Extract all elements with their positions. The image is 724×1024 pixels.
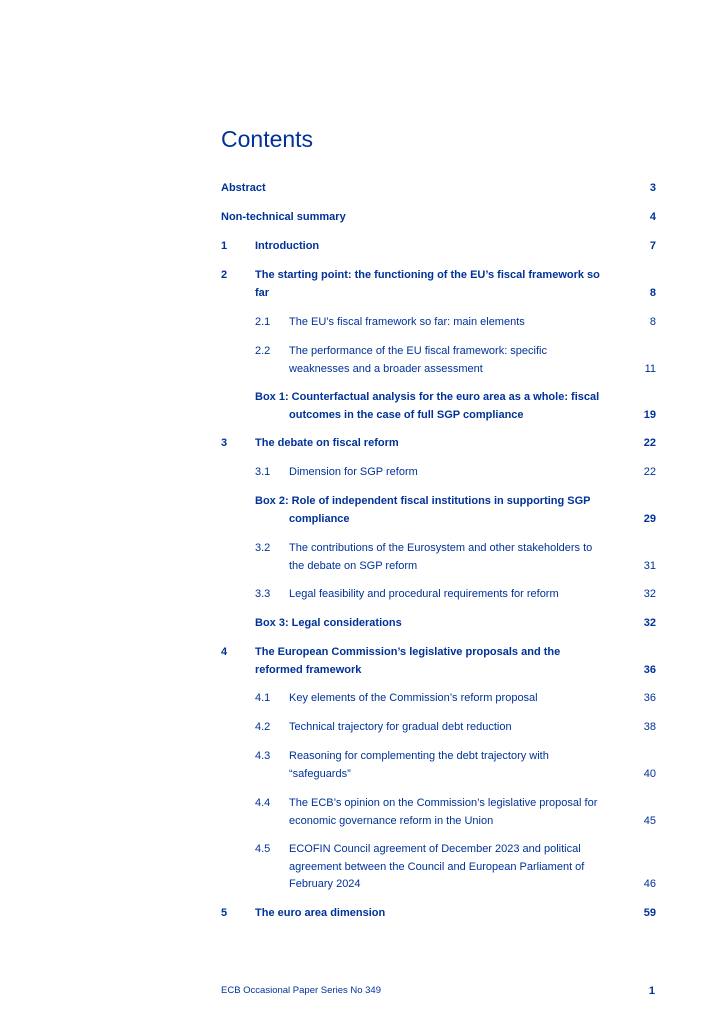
- toc-entry-page: 22: [643, 437, 656, 449]
- toc-entry-title-line: outcomes in the case of full SGP compliance: [289, 408, 524, 421]
- toc-subsection-entry[interactable]: [255, 540, 656, 575]
- toc-entry-title-line: “safeguards”: [289, 767, 351, 780]
- toc-entry-number: 4.2: [255, 721, 271, 733]
- toc-entry-page: 38: [643, 721, 656, 733]
- toc-entry-title-line: Introduction: [255, 240, 320, 252]
- toc-entry-title-line: The performance of the EU fiscal framework: specific: [289, 345, 547, 357]
- toc-entry-page: 36: [643, 663, 656, 676]
- toc-entry-title-line: Box 2: Role of independent fiscal institutions in supporting SGP: [255, 495, 591, 507]
- toc-entry-page: 32: [643, 588, 656, 600]
- toc-section-entry[interactable]: [221, 644, 656, 679]
- toc-entry-title-line: Abstract: [221, 182, 266, 194]
- toc-entry-title-line: The euro area dimension: [255, 907, 386, 919]
- toc-entry-page: 8: [649, 316, 656, 328]
- toc-entry-number: 4.4: [255, 797, 271, 809]
- toc-subsection-entry[interactable]: [255, 314, 656, 332]
- toc-entry-page: 3: [649, 182, 656, 194]
- toc-entry-title-line: Reasoning for complementing the debt trajectory with: [289, 750, 549, 762]
- toc-box-entry[interactable]: [255, 389, 656, 424]
- toc-entry-title-line: Dimension for SGP reform: [289, 466, 418, 478]
- toc-entry-title-line: Box 1: Counterfactual analysis for the euro area as a whole: fiscal: [255, 391, 600, 403]
- toc-entry-number: 4.5: [255, 843, 271, 855]
- toc-entry-title-line: The ECB’s opinion on the Commission’s legislative proposal for: [289, 797, 598, 809]
- toc-entry-title-line: economic governance reform in the Union: [289, 814, 494, 827]
- toc-entry-title-line: Box 3: Legal considerations: [255, 617, 402, 629]
- toc-entry-number: 3.2: [255, 542, 271, 554]
- toc-box-entry[interactable]: [255, 615, 656, 633]
- toc-entry-number: 4.3: [255, 750, 271, 762]
- toc-entry-title-line: compliance: [289, 512, 350, 525]
- toc-entry-title-line: The starting point: the functioning of the EU’s fiscal framework so: [255, 269, 600, 281]
- toc-entry-number: 1: [221, 240, 228, 252]
- toc-entry-title-line: Technical trajectory for gradual debt reduction: [289, 721, 512, 733]
- footer-page-number: 1: [648, 985, 655, 997]
- toc-entry-page: 40: [643, 767, 656, 780]
- toc-entry-title-line: February 2024: [289, 878, 361, 890]
- toc-entry-page: 36: [643, 692, 656, 704]
- toc-subsection-entry[interactable]: [255, 464, 656, 482]
- toc-entry-title-line: far: [255, 286, 270, 299]
- toc-entry-page: 22: [643, 466, 656, 478]
- toc-entry-page: 11: [644, 362, 656, 375]
- toc-subsection-entry[interactable]: [255, 719, 656, 737]
- toc-entry-number: 2.2: [255, 345, 271, 357]
- toc-entry-page: 59: [643, 907, 656, 919]
- page-title: Contents: [221, 126, 314, 152]
- toc-entry-title-line: The European Commission’s legislative proposals and the: [255, 646, 561, 658]
- footer-series: ECB Occasional Paper Series No 349: [221, 985, 381, 996]
- toc-entry-page: 29: [643, 512, 656, 525]
- toc-entry-title-line: Legal feasibility and procedural requirements for reform: [289, 588, 559, 600]
- toc-entry-title-line: reformed framework: [255, 663, 362, 676]
- toc-entry-title-line: The EU’s fiscal framework so far: main elements: [289, 316, 525, 328]
- toc-entry-page: 32: [643, 617, 656, 629]
- toc-entry-page: 31: [643, 559, 656, 572]
- toc-entry-number: 3.1: [255, 466, 271, 478]
- toc-section-entry[interactable]: [221, 180, 656, 198]
- toc-section-entry[interactable]: [221, 238, 656, 256]
- toc-entry-number: 4: [221, 646, 228, 658]
- toc-entry-title-line: weaknesses and a broader assessment: [289, 362, 483, 375]
- toc-entry-number: 5: [221, 907, 228, 919]
- toc-entry-page: 46: [643, 878, 656, 890]
- toc-subsection-entry[interactable]: [255, 586, 656, 604]
- toc-entry-title-line: agreement between the Council and European Parliament of: [289, 860, 585, 873]
- toc-entry-title-line: Non-technical summary: [221, 211, 346, 223]
- toc-box-entry[interactable]: [255, 493, 656, 528]
- toc-entry-page: 8: [649, 286, 656, 299]
- toc-subsection-entry[interactable]: [255, 841, 656, 894]
- toc-entry-number: 2.1: [255, 316, 271, 328]
- toc-entry-title-line: the debate on SGP reform: [289, 559, 418, 572]
- toc-entry-title-line: Key elements of the Commission’s reform proposal: [289, 692, 538, 704]
- toc-entry-page: 45: [643, 814, 656, 827]
- toc-entry-number: 2: [221, 269, 228, 281]
- toc-subsection-entry[interactable]: [255, 343, 656, 378]
- toc-section-entry[interactable]: [221, 209, 656, 227]
- toc-entry-title-line: The debate on fiscal reform: [255, 437, 399, 449]
- toc-subsection-entry[interactable]: [255, 690, 656, 708]
- toc-entry-page: 7: [649, 240, 656, 252]
- toc-entry-number: 4.1: [255, 692, 271, 704]
- toc-entry-page: 19: [643, 408, 656, 421]
- toc-section-entry[interactable]: [221, 905, 656, 923]
- toc-entry-title-line: The contributions of the Eurosystem and other stakeholders to: [289, 542, 593, 554]
- toc-entry-number: 3: [221, 437, 228, 449]
- toc-subsection-entry[interactable]: [255, 748, 656, 783]
- toc-section-entry[interactable]: [221, 435, 656, 453]
- toc-section-entry[interactable]: [221, 267, 656, 302]
- toc-subsection-entry[interactable]: [255, 795, 656, 830]
- toc-entry-title-line: ECOFIN Council agreement of December 2023 and political: [289, 843, 581, 855]
- toc-entry-number: 3.3: [255, 588, 271, 600]
- toc-entry-page: 4: [649, 211, 656, 223]
